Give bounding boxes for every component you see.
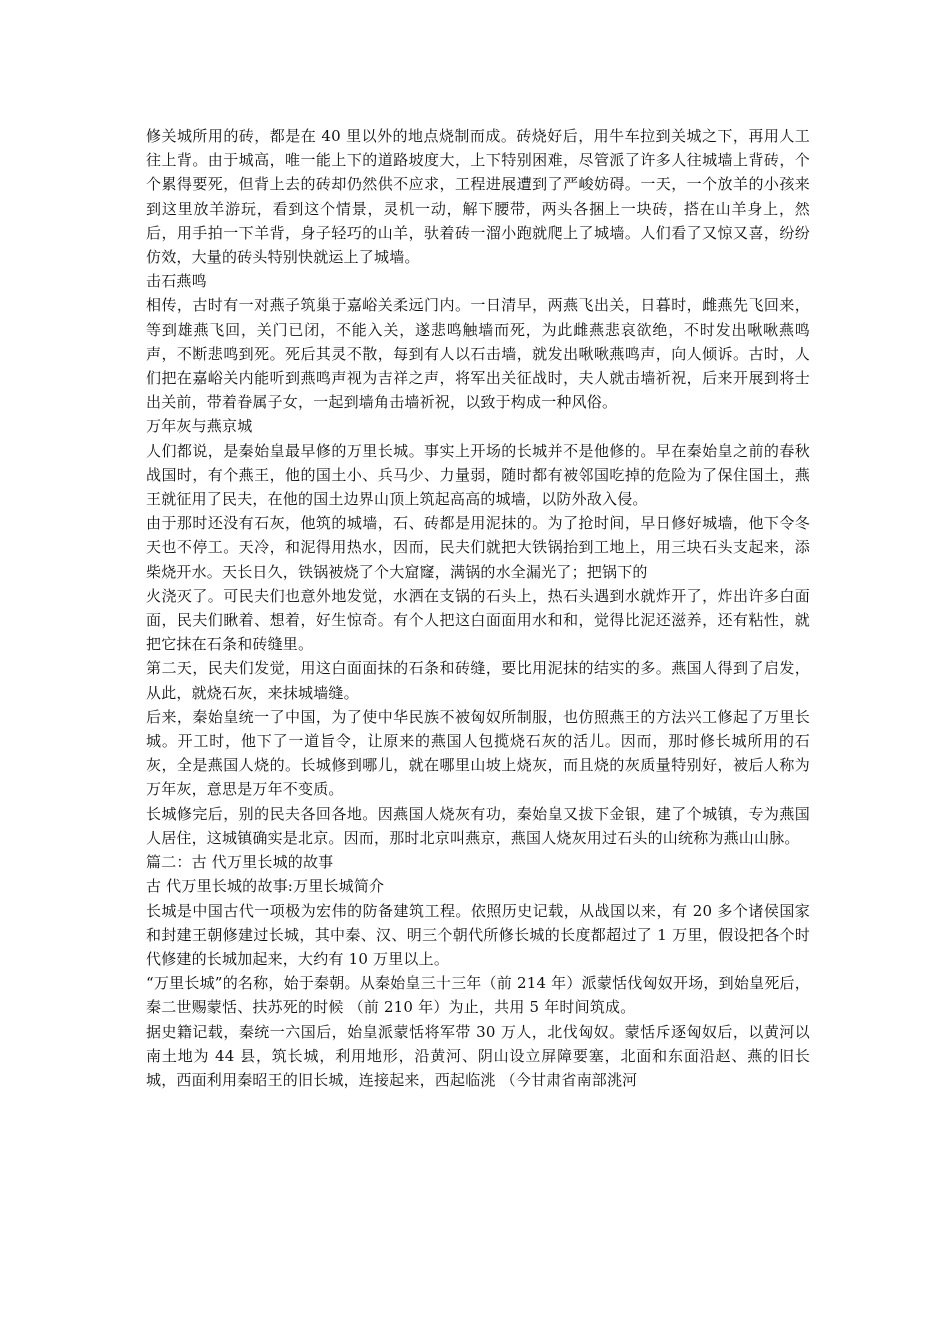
paragraph-white-powder: 火浇灭了。可民夫们也意外地发觉，水洒在支锅的石头上，热石头遇到水就炸开了，炸出许多白面面，民夫们瞅着、想着，好生惊奇。有个人把这白面面用水和和，觉得比泥还滋养，还有粘性，就把它抹在石条和砖缝里。: [146, 586, 810, 654]
heading-striking-stone-swallow: 击石燕鸣: [146, 272, 207, 291]
paragraph-name-origin: “万里长城”的名称，始于秦朝。从秦始皇三十三年（前 214 年）派蒙恬伐匈奴开场，到始皇死后，秦二世赐蒙恬、扶苏死的时候 （前 210 年）为止，共用 5 年时间筑成。: [146, 974, 810, 1017]
paragraph-qin-shihuang: 后来，秦始皇统一了中国，为了使中华民族不被匈奴所制服，也仿照燕王的方法兴工修起了万里长城。开工时，他下了一道旨令，让原来的燕国人包揽烧石灰的活儿。因而，那时修长城所用的石灰，全是燕国人烧的。长城修到哪儿，就在哪里山坡上烧灰，而且烧的灰质量特别好，被后人称为万年灰，意思是万年不变质。: [146, 707, 810, 799]
heading-great-wall-intro: 古 代万里长城的故事:万里长城简介: [146, 877, 385, 896]
document-body: [146, 124, 810, 1092]
paragraph-yan-king-wall: 人们都说，是秦始皇最早修的万里长城。事实上开场的长城并不是他修的。早在秦始皇之前的春秋战国时，有个燕王，他的国土小、兵马少、力量弱，随时都有被邻国吃掉的危险为了保住国土，燕王就征用了民夫，在他的国土边界山顶上筑起高高的城墙，以防外敌入侵。: [146, 441, 810, 509]
heading-part-two: 篇二：古 代万里长城的故事: [146, 853, 334, 872]
paragraph-historical-records: 据史籍记载，秦统一六国后，始皇派蒙恬将军带 30 万人，北伐匈奴。蒙恬斥逐匈奴后，以黄河以南土地为 44 县，筑长城，利用地形，沿黄河、阴山设立屏障要塞，北面和东面沿赵、燕的旧长城，西面利用秦昭王的旧长城，连接起来，西起临洮 （今甘肃省南部洮河: [146, 1022, 810, 1089]
paragraph-next-day: 第二天，民夫们发觉，用这白面面抹的石条和砖缝，要比用泥抹的结实的多。燕国人得到了启发，从此，就烧石灰，来抹城墙缝。: [146, 659, 810, 702]
paragraph-no-lime: 由于那时还没有石灰，他筑的城墙，石、砖都是用泥抹的。为了抢时间，早日修好城墙，他下令冬天也不停工。天冷，和泥得用热水，因而，民夫们就把大铁锅抬到工地上，用三块石头支起来，添柴烧开水。天长日久，铁锅被烧了个大窟窿，满锅的水全漏光了；把锅下的: [146, 514, 810, 581]
paragraph-swallow-legend: 相传，古时有一对燕子筑巢于嘉峪关柔远门内。一日清早，两燕飞出关，日暮时，雌燕先飞回来，等到雄燕飞回，关门已闭，不能入关，遂悲鸣触墙而死，为此雌燕悲哀欲绝，不时发出啾啾燕鸣声，不断悲鸣到死。死后其灵不散，每到有人以石击墙，就发出啾啾燕鸣声，向人倾诉。古时，人们把在嘉峪关内能听到燕鸣声视为吉祥之声，将军出关征战时，夫人就击墙祈祝，后来开展到将士出关前，带着眷属子女，一起到墙角击墙祈祝，以致于构成一种风俗。: [146, 296, 810, 412]
paragraph-beijing: 长城修完后，别的民夫各回各地。因燕国人烧灰有功，秦始皇又拔下金银，建了个城镇，专为燕国人居住，这城镇确实是北京。因而，那时北京叫燕京，燕国人烧灰用过石头的山统称为燕山山脉。: [146, 804, 810, 847]
paragraph-carrying-bricks: 修关城所用的砖，都是在 40 里以外的地点烧制而成。砖烧好后，用牛车拉到关城之下，再用人工往上背。由于城高，唯一能上下的道路坡度大，上下特别困难，尽管派了许多人往城墙上背砖，个个累得要死，但背上去的砖却仍然供不应求，工程进展遭到了严峻妨碍。一天，一个放羊的小孩来到这里放羊游玩，看到这个情景，灵机一动，解下腰带，两头各捆上一块砖，搭在山羊身上，然后，用手拍一下羊背，身子轻巧的山羊，驮着砖一溜小跑就爬上了城墙。人们看了又惊又喜，纷纷仿效，大量的砖头特别快就运上了城墙。: [146, 127, 810, 267]
paragraph-great-wall-overview: 长城是中国古代一项极为宏伟的防备建筑工程。依照历史记载，从战国以来，有 20 多个诸侯国家和封建王朝修建过长城，其中秦、汉、明三个朝代所修长城的长度都超过了 1 万里，假设把各个时代修建的长城加起来，大约有 10 万里以上。: [146, 901, 810, 968]
heading-lime-and-yanjing: 万年灰与燕京城: [146, 417, 253, 436]
